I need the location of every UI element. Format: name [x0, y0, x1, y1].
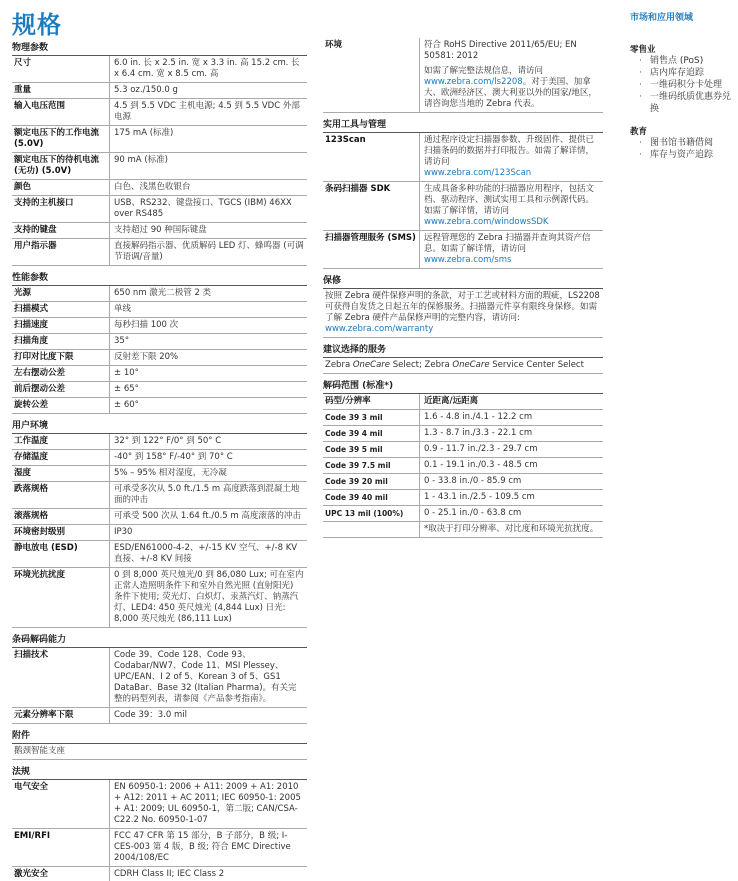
spec-value: 每秒扫描 100 次 — [109, 318, 307, 333]
spec-row — [12, 286, 307, 302]
spec-value: 32° 到 122° F/0° 到 50° C — [109, 434, 307, 449]
market-item: · 库存与资产追踪 — [630, 149, 738, 161]
spec-value: ± 10° — [109, 366, 307, 381]
section-heading: 性能参数 — [12, 268, 307, 286]
market-group-heading: 教育 — [630, 127, 648, 137]
spec-key: 左右摆动公差 — [14, 368, 66, 378]
section-heading: 附件 — [12, 726, 307, 744]
spec-value: 175 mA (标准) — [109, 126, 307, 152]
decode-row — [323, 426, 603, 442]
market-list — [630, 55, 738, 115]
decode-row — [323, 490, 603, 506]
spec-row — [12, 398, 307, 414]
spec-value: 650 nm 激光二极管 2 类 — [109, 286, 307, 301]
spec-key: 湿度 — [14, 468, 32, 478]
tool-row — [323, 182, 603, 231]
spec-key: 颜色 — [14, 182, 32, 192]
decode-row — [323, 410, 603, 426]
spec-value: 90 mA (标准) — [109, 153, 307, 179]
spec-key: 支持的主机接口 — [14, 198, 74, 208]
market-item: · 店内库存追踪 — [630, 67, 738, 79]
spec-row — [12, 780, 307, 829]
spec-value: ± 65° — [109, 382, 307, 397]
markets-heading: 市场和应用领域 — [630, 13, 694, 23]
tool-row — [323, 133, 603, 182]
tool-link[interactable]: www.zebra.com/123Scan — [424, 168, 532, 178]
spec-row — [12, 466, 307, 482]
tool-desc: 通过程序设定扫描器参数、升级固件、提供已扫描条码的数据并打印报告。如需了解详情，请访问 www.zebra.com/123Scan — [419, 133, 603, 181]
spec-value: 0 到 8,000 英尺烛光/0 到 86,080 Lux; 可在室内正常人造照明条件下和室外自然光照 (直射阳光) 条件下使用; 荧光灯、白炽灯、汞蒸汽灯、钠蒸汽灯、LED4: 450 英尺烛光 (4,844 Lux) 日光: 8,000 英尺烛光 (86,111 Lux) — [109, 568, 307, 627]
spec-value: 5% – 95% 相对湿度，无冷凝 — [109, 466, 307, 481]
spec-column-left — [12, 38, 307, 881]
spec-key: 环境密封级别 — [14, 527, 66, 537]
symbology: Code 39 7.5 mil — [325, 461, 391, 470]
spec-value: 反射差下限 20% — [109, 350, 307, 365]
spec-value: 直接解码指示器、优质解码 LED 灯、蜂鸣器 (可调节语调/音量) — [109, 239, 307, 265]
spec-row — [12, 223, 307, 239]
spec-key: 输入电压范围 — [14, 101, 66, 111]
spec-key: 额定电压下的工作电流 (5.0V) — [14, 128, 100, 149]
section-heading-tools: 实用工具与管理 — [323, 115, 603, 133]
spec-value: -40° 到 158° F/-40° 到 70° C — [109, 450, 307, 465]
decode-table-header: 码型/分辨率 近距离/远距离 — [323, 394, 603, 410]
spec-key: 用户指示器 — [14, 241, 57, 251]
symbology: Code 39 40 mil — [325, 493, 388, 502]
spec-key: 环境光抗扰度 — [14, 570, 66, 580]
tool-desc: 远程管理您的 Zebra 扫描器并查询其资产信息。如需了解详情，请访问 www.zebra.com/sms — [419, 231, 603, 268]
spec-value: ± 60° — [109, 398, 307, 413]
range: 0 - 25.1 in./0 - 63.8 cm — [419, 506, 603, 521]
symbology: Code 39 4 mil — [325, 429, 383, 438]
section-heading: 法规 — [12, 762, 307, 780]
spec-value: 可承受 500 次从 1.64 ft./0.5 m 高度滚落的冲击 — [109, 509, 307, 524]
decode-table — [323, 410, 603, 522]
symbology: Code 39 20 mil — [325, 477, 388, 486]
spec-key: 存储温度 — [14, 452, 49, 462]
spec-row — [12, 302, 307, 318]
symbology: Code 39 3 mil — [325, 413, 383, 422]
spec-row — [12, 708, 307, 724]
decode-row — [323, 506, 603, 522]
spec-row — [12, 648, 307, 708]
market-item: · 图书馆书籍借阅 — [630, 137, 738, 149]
spec-value: 6.0 in. 长 x 2.5 in. 宽 x 3.3 in. 高 15.2 cm. 长 x 6.4 cm. 宽 x 8.5 cm. 高 — [109, 56, 307, 82]
spec-key: 电气安全 — [14, 782, 49, 792]
markets-sidebar — [630, 10, 738, 161]
section-heading-warranty: 保修 — [323, 271, 603, 289]
spec-key: 支持的键盘 — [14, 225, 57, 235]
symbology: Code 39 5 mil — [325, 445, 383, 454]
spec-key: 元素分辨率下限 — [14, 710, 74, 720]
spec-row-environment: 环境 符合 RoHS Directive 2011/65/EU; EN 50581: 2012 如需了解完整法规信息，请访问 www.zebra.com/ls2208。对于美国、加拿大、欧洲经济区、澳大利亚以外的国家/地区，请咨询您当地的 Zebra 代表。 — [323, 38, 603, 113]
spec-key: 激光安全 — [14, 869, 49, 879]
market-item: · 一维码纸质优惠券兑换 — [630, 91, 738, 115]
range: 0 - 33.8 in./0 - 85.9 cm — [419, 474, 603, 489]
spec-row — [12, 568, 307, 628]
spec-value: 可承受多次从 5.0 ft./1.5 m 高度跌落到混凝土地面的冲击 — [109, 482, 307, 508]
spec-row — [12, 83, 307, 99]
spec-row — [12, 318, 307, 334]
services-text: Zebra OneCare Select; Zebra OneCare Service Center Select — [323, 358, 603, 374]
spec-row — [12, 434, 307, 450]
section-heading-decode-range: 解码范围 (标准*) — [323, 376, 603, 394]
market-group-heading: 零售业 — [630, 45, 656, 55]
spec-key: 工作温度 — [14, 436, 49, 446]
spec-row — [12, 196, 307, 223]
spec-value: IP30 — [109, 525, 307, 540]
tools-list — [323, 133, 603, 269]
decode-row — [323, 474, 603, 490]
spec-row — [12, 239, 307, 266]
spec-row — [12, 450, 307, 466]
spec-key: 滚落规格 — [14, 511, 49, 521]
spec-key: 打印对比度下限 — [14, 352, 74, 362]
spec-key: 前后摆动公差 — [14, 384, 66, 394]
section-heading: 条码解码能力 — [12, 630, 307, 648]
spec-key: 环境 — [325, 40, 343, 50]
tool-name: 条码扫描器 SDK — [325, 184, 391, 194]
spec-row — [12, 334, 307, 350]
spec-key: 扫描模式 — [14, 304, 49, 314]
spec-row — [12, 126, 307, 153]
spec-value: USB、RS232、键盘接口、TGCS (IBM) 46XX over RS485 — [109, 196, 307, 222]
spec-row — [12, 867, 307, 881]
spec-key: 静电放电 (ESD) — [14, 543, 78, 553]
spec-row — [12, 180, 307, 196]
warranty-link[interactable]: www.zebra.com/warranty — [325, 324, 434, 334]
spec-value: 35° — [109, 334, 307, 349]
spec-key: EMI/RFI — [14, 831, 51, 841]
spec-key: 重量 — [14, 85, 32, 95]
spec-value: 符合 RoHS Directive 2011/65/EU; EN 50581: 2012 — [424, 40, 577, 61]
spec-key: 尺寸 — [14, 58, 32, 68]
decode-row — [323, 442, 603, 458]
spec-key: 扫描技术 — [14, 650, 49, 660]
spec-value: 5.3 oz./150.0 g — [109, 83, 307, 98]
range: 1.6 - 4.8 in./4.1 - 12.2 cm — [419, 410, 603, 425]
spec-row — [12, 829, 307, 867]
accessory-text: 鹅颈智能支座 — [12, 744, 307, 760]
tool-name: 123Scan — [325, 135, 366, 145]
range: 1.3 - 8.7 in./3.3 - 22.1 cm — [419, 426, 603, 441]
market-item: · 一维码积分卡处理 — [630, 79, 738, 91]
spec-value: Code 39：3.0 mil — [109, 708, 307, 723]
env-link[interactable]: www.zebra.com/ls2208 — [424, 77, 523, 87]
spec-key: 跌落规格 — [14, 484, 49, 494]
spec-row — [12, 541, 307, 568]
spec-key: 扫描速度 — [14, 320, 49, 330]
tool-row — [323, 231, 603, 269]
spec-key: 光源 — [14, 288, 32, 298]
symbology: UPC 13 mil (100%) — [325, 509, 404, 518]
spec-row — [12, 509, 307, 525]
spec-value: 单线 — [109, 302, 307, 317]
spec-value: Code 39、Code 128、Code 93、Codabar/NW7、Code 11、MSI Plessey、UPC/EAN、I 2 of 5、Korean 3 of 5、GS1 DataBar、Base 32 (Italian Pharma)。有关完整的码型列表，请参阅《产品参考指南》。 — [109, 648, 307, 707]
spec-key: 扫描角度 — [14, 336, 49, 346]
spec-value: 支持超过 90 种国际键盘 — [109, 223, 307, 238]
tool-name: 扫描器管理服务 (SMS) — [325, 233, 416, 243]
spec-value: FCC 47 CFR 第 15 部分，B 子部分，B 级; I-CES-003 第 4 版，B 级; 符合 EMC Directive 2004/108/EC — [109, 829, 307, 866]
warranty-text: 按照 Zebra 硬件保修声明的条款，对于工艺或材料方面的瑕疵，LS2208 可获得自发货之日起五年的保修服务。扫描器元件享有限终身保修。如需了解 Zebra 硬件产品保修声明的完整内容，请访问: www.zebra.com/warranty — [323, 289, 603, 338]
spec-row — [12, 482, 307, 509]
decode-note: *取决于打印分辨率、对比度和环境光抗扰度。 — [419, 522, 603, 537]
page-title: 规格 — [12, 11, 62, 39]
spec-row — [12, 153, 307, 180]
spec-value: 4.5 到 5.5 VDC 主机电源; 4.5 到 5.5 VDC 外部电源 — [109, 99, 307, 125]
section-heading: 用户环境 — [12, 416, 307, 434]
market-item: · 销售点 (PoS) — [630, 55, 738, 67]
section-heading: 物理参数 — [12, 38, 307, 56]
range: 1 - 43.1 in./2.5 - 109.5 cm — [419, 490, 603, 505]
spec-row — [12, 525, 307, 541]
spec-row — [12, 366, 307, 382]
spec-value: ESD/EN61000-4-2、+/-15 KV 空气、+/-8 KV 直接、+/-8 KV 间接 — [109, 541, 307, 567]
tool-link[interactable]: www.zebra.com/sms — [424, 255, 512, 265]
section-heading-services: 建议选择的服务 — [323, 340, 603, 358]
spec-row — [12, 99, 307, 126]
range: 0.9 - 11.7 in./2.3 - 29.7 cm — [419, 442, 603, 457]
spec-row — [12, 382, 307, 398]
range: 0.1 - 19.1 in./0.3 - 48.5 cm — [419, 458, 603, 473]
spec-value: EN 60950-1: 2006 + A11: 2009 + A1: 2010 + A12: 2011 + AC 2011; IEC 60950-1: 2005 + A1: 2009; UL 60950-1，第二版; CAN/CSA-C22.2 No. 60950-1-07 — [109, 780, 307, 828]
spec-key: 旋转公差 — [14, 400, 49, 410]
spec-row — [12, 350, 307, 366]
decode-row — [323, 458, 603, 474]
tool-desc: 生成具备多种功能的扫描器应用程序，包括文档、驱动程序、测试实用工具和示例源代码。如需了解详情，请访问 www.zebra.com/windowsSDK — [419, 182, 603, 230]
spec-key: 额定电压下的待机电流 (无功) (5.0V) — [14, 155, 100, 176]
tool-link[interactable]: www.zebra.com/windowsSDK — [424, 217, 549, 227]
spec-row — [12, 56, 307, 83]
spec-column-middle — [323, 38, 603, 538]
spec-value: 白色、浅黑色收银台 — [109, 180, 307, 195]
spec-value: CDRH Class II; IEC Class 2 — [109, 867, 307, 881]
market-list — [630, 137, 738, 161]
